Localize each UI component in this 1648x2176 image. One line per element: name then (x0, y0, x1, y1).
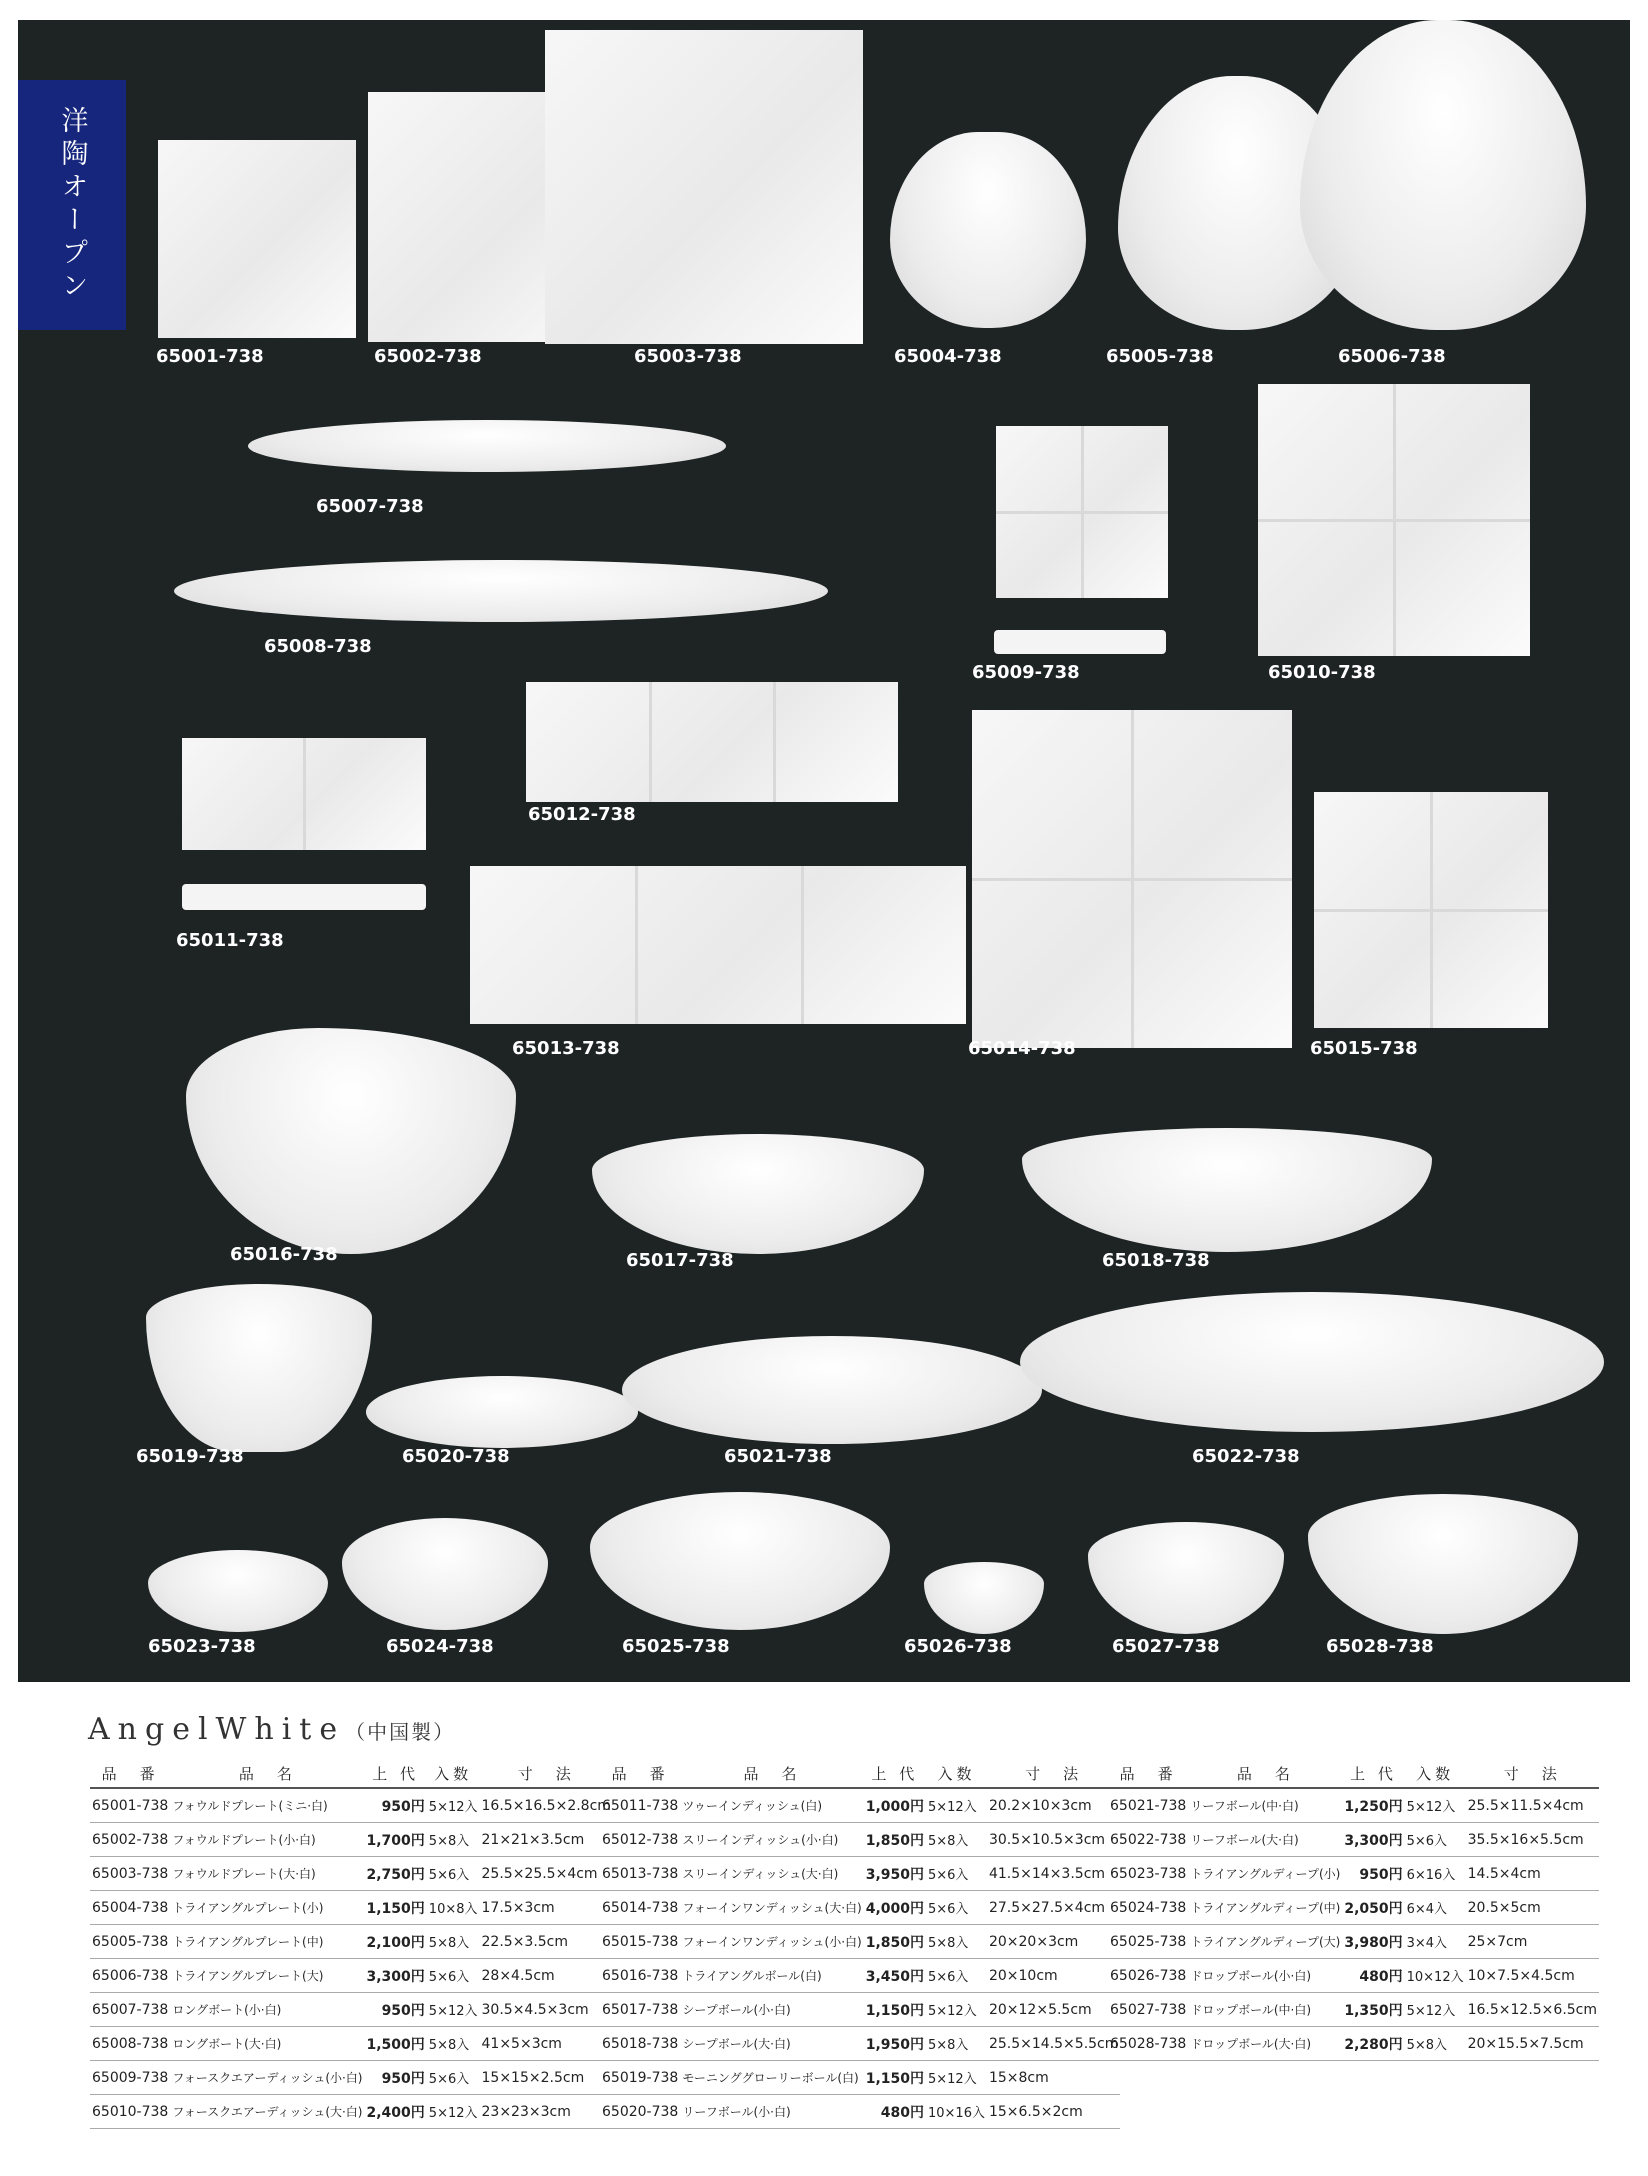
table-row (600, 1788, 1120, 1823)
code-label: 65004-738 (894, 346, 1002, 367)
cell-size: 16.5×12.5×6.5cm (1466, 1993, 1599, 2027)
code-label: 65018-738 (1102, 1250, 1210, 1271)
code-label: 65021-738 (724, 1446, 832, 1467)
table-row (1108, 1788, 1599, 1823)
product-65018 (1022, 1128, 1432, 1252)
cell-qty: 5×12入 (926, 1993, 987, 2027)
cell-price: 3,950円 (864, 1857, 926, 1891)
cell-size: 20×15.5×7.5cm (1466, 2027, 1599, 2061)
cell-qty: 5×12入 (427, 1788, 480, 1823)
table-row (90, 1857, 613, 1891)
cell-price: 950円 (1342, 1857, 1404, 1891)
cell-code: 65028-738 (1108, 2027, 1188, 2061)
code-label: 65013-738 (512, 1038, 620, 1059)
cell-code: 65024-738 (1108, 1891, 1188, 1925)
cell-size: 30.5×10.5×3cm (987, 1823, 1120, 1857)
cell-price: 1,500円 (365, 2027, 427, 2061)
cell-name: フォースクエアーディッシュ(小·白) (170, 2061, 364, 2095)
code-label: 65011-738 (176, 930, 284, 951)
cell-qty: 6×16入 (1405, 1857, 1466, 1891)
spec-table-2 (600, 1760, 1120, 2129)
cell-size: 41×5×3cm (480, 2027, 613, 2061)
cell-code: 65008-738 (90, 2027, 170, 2061)
catalog-title (88, 1712, 455, 1747)
table-row (90, 1925, 613, 1959)
cell-code: 65001-738 (90, 1788, 170, 1823)
cell-size: 20×20×3cm (987, 1925, 1120, 1959)
code-label: 65028-738 (1326, 1636, 1434, 1657)
code-label: 65005-738 (1106, 346, 1214, 367)
cell-size: 28×4.5cm (480, 1959, 613, 1993)
spec-table-3 (1108, 1760, 1599, 2061)
cell-qty: 5×12入 (427, 1993, 480, 2027)
cell-size: 17.5×3cm (480, 1891, 613, 1925)
cell-name: リーフボール(小·白) (680, 2095, 863, 2129)
cell-qty: 5×12入 (926, 2061, 987, 2095)
product-65012 (526, 682, 898, 802)
code-label: 65003-738 (634, 346, 742, 367)
cell-qty: 5×6入 (926, 1891, 987, 1925)
table-row (90, 1891, 613, 1925)
cell-price: 2,280円 (1342, 2027, 1404, 2061)
cell-code: 65010-738 (90, 2095, 170, 2129)
cell-code: 65004-738 (90, 1891, 170, 1925)
cell-name: モーニンググローリーボール(白) (680, 2061, 863, 2095)
cell-code: 65022-738 (1108, 1823, 1188, 1857)
header-qty: 入数 (427, 1760, 480, 1788)
product-65017 (592, 1134, 924, 1254)
header-name: 品 名 (680, 1760, 863, 1788)
header-size: 寸 法 (987, 1760, 1120, 1788)
cell-name: シープボール(大·白) (680, 2027, 863, 2061)
table-row (1108, 1993, 1599, 2027)
cell-size: 23×23×3cm (480, 2095, 613, 2129)
cell-qty: 10×8入 (427, 1891, 480, 1925)
cell-size: 41.5×14×3.5cm (987, 1857, 1120, 1891)
product-65027 (1088, 1522, 1284, 1634)
cell-size: 15×15×2.5cm (480, 2061, 613, 2095)
cell-name: スリーインディッシュ(小·白) (680, 1823, 863, 1857)
cell-size: 15×8cm (987, 2061, 1120, 2095)
cell-price: 480円 (864, 2095, 926, 2129)
cell-qty: 5×8入 (926, 1823, 987, 1857)
table-row (600, 2095, 1120, 2129)
table-row (600, 1925, 1120, 1959)
code-label: 65008-738 (264, 636, 372, 657)
cell-name: トライアングルプレート(大) (170, 1959, 364, 1993)
header-code: 品 番 (1108, 1760, 1188, 1788)
code-label: 65022-738 (1192, 1446, 1300, 1467)
header-code: 品 番 (600, 1760, 680, 1788)
table-row (1108, 1925, 1599, 1959)
cell-qty: 5×8入 (427, 2027, 480, 2061)
cell-qty: 5×6入 (427, 1959, 480, 1993)
table-row (1108, 1823, 1599, 1857)
cell-code: 65020-738 (600, 2095, 680, 2129)
table-header-row (600, 1760, 1120, 1788)
cell-price: 2,750円 (365, 1857, 427, 1891)
cell-qty: 5×8入 (427, 1823, 480, 1857)
header-size: 寸 法 (1466, 1760, 1599, 1788)
product-65019 (146, 1284, 372, 1452)
cell-qty: 5×6入 (926, 1857, 987, 1891)
table-row (90, 2027, 613, 2061)
product-65008 (174, 560, 828, 622)
cell-name: トライアングルディープ(中) (1188, 1891, 1342, 1925)
table-header-row (90, 1760, 613, 1788)
cell-code: 65014-738 (600, 1891, 680, 1925)
product-65022 (1020, 1292, 1604, 1432)
table-row (90, 1788, 613, 1823)
cell-code: 65026-738 (1108, 1959, 1188, 1993)
cell-code: 65017-738 (600, 1993, 680, 2027)
cell-price: 1,150円 (864, 1993, 926, 2027)
cell-code: 65009-738 (90, 2061, 170, 2095)
table-row (90, 1959, 613, 1993)
code-label: 65023-738 (148, 1636, 256, 1657)
header-price: 上 代 (864, 1760, 926, 1788)
code-label: 65024-738 (386, 1636, 494, 1657)
cell-qty: 5×8入 (926, 1925, 987, 1959)
cell-qty: 5×12入 (1405, 1993, 1466, 2027)
cell-code: 65015-738 (600, 1925, 680, 1959)
cell-price: 1,150円 (365, 1891, 427, 1925)
cell-code: 65003-738 (90, 1857, 170, 1891)
code-label: 65002-738 (374, 346, 482, 367)
code-label: 65009-738 (972, 662, 1080, 683)
cell-price: 1,950円 (864, 2027, 926, 2061)
cell-size: 25.5×14.5×5.5cm (987, 2027, 1120, 2061)
header-code: 品 番 (90, 1760, 170, 1788)
product-65001 (158, 140, 356, 338)
table-row (90, 2095, 613, 2129)
header-price: 上 代 (1342, 1760, 1404, 1788)
origin-label: （中国製） (345, 1720, 456, 1744)
cell-code: 65016-738 (600, 1959, 680, 1993)
product-photo (18, 20, 1630, 1682)
product-65006 (1300, 20, 1586, 330)
series-name: AngelWhite (88, 1712, 346, 1747)
cell-name: トライアングルディープ(小) (1188, 1857, 1342, 1891)
code-label: 65006-738 (1338, 346, 1446, 367)
cell-price: 950円 (365, 2061, 427, 2095)
cell-size: 20×12×5.5cm (987, 1993, 1120, 2027)
code-label: 65016-738 (230, 1244, 338, 1265)
table-row (600, 1857, 1120, 1891)
cell-price: 1,850円 (864, 1925, 926, 1959)
code-label: 65019-738 (136, 1446, 244, 1467)
cell-name: リーフボール(大·白) (1188, 1823, 1342, 1857)
cell-size: 20.2×10×3cm (987, 1788, 1120, 1823)
cell-price: 950円 (365, 1993, 427, 2027)
cell-price: 1,250円 (1342, 1788, 1404, 1823)
cell-price: 1,000円 (864, 1788, 926, 1823)
cell-qty: 5×12入 (1405, 1788, 1466, 1823)
table-row (1108, 1891, 1599, 1925)
cell-name: トライアングルプレート(中) (170, 1925, 364, 1959)
cell-price: 1,150円 (864, 2061, 926, 2095)
product-65003 (545, 30, 863, 344)
cell-name: リーフボール(中·白) (1188, 1788, 1342, 1823)
category-label: 洋陶オープン (56, 106, 88, 304)
cell-name: トライアングルボール(白) (680, 1959, 863, 1993)
table-row (600, 1891, 1120, 1925)
code-label: 65027-738 (1112, 1636, 1220, 1657)
cell-size: 14.5×4cm (1466, 1857, 1599, 1891)
cell-name: フォーインワンディッシュ(小·白) (680, 1925, 863, 1959)
cell-price: 2,100円 (365, 1925, 427, 1959)
product-65011-side (182, 884, 426, 910)
cell-code: 65013-738 (600, 1857, 680, 1891)
cell-name: ロングボート(小·白) (170, 1993, 364, 2027)
header-qty: 入数 (1405, 1760, 1466, 1788)
cell-name: フォウルドプレート(ミニ·白) (170, 1788, 364, 1823)
cell-name: フォースクエアーディッシュ(大·白) (170, 2095, 364, 2129)
cell-qty: 10×12入 (1405, 1959, 1466, 1993)
product-65013 (470, 866, 966, 1024)
cell-code: 65011-738 (600, 1788, 680, 1823)
cell-price: 1,350円 (1342, 1993, 1404, 2027)
cell-name: フォーインワンディッシュ(大·白) (680, 1891, 863, 1925)
cell-name: ロングボート(大·白) (170, 2027, 364, 2061)
cell-price: 480円 (1342, 1959, 1404, 1993)
code-label: 65017-738 (626, 1250, 734, 1271)
product-65007 (248, 420, 726, 472)
cell-price: 3,980円 (1342, 1925, 1404, 1959)
cell-qty: 6×4入 (1405, 1891, 1466, 1925)
table-row (600, 1823, 1120, 1857)
table-header-row (1108, 1760, 1599, 1788)
cell-code: 65006-738 (90, 1959, 170, 1993)
cell-price: 3,300円 (365, 1959, 427, 1993)
cell-size: 20×10cm (987, 1959, 1120, 1993)
cell-name: フォウルドプレート(小·白) (170, 1823, 364, 1857)
product-65023 (148, 1550, 328, 1632)
cell-code: 65025-738 (1108, 1925, 1188, 1959)
cell-size: 27.5×27.5×4cm (987, 1891, 1120, 1925)
product-65016 (186, 1028, 516, 1254)
cell-name: ドロップボール(大·白) (1188, 2027, 1342, 2061)
header-name: 品 名 (170, 1760, 364, 1788)
cell-code: 65012-738 (600, 1823, 680, 1857)
cell-name: スリーインディッシュ(大·白) (680, 1857, 863, 1891)
cell-code: 65021-738 (1108, 1788, 1188, 1823)
cell-size: 20.5×5cm (1466, 1891, 1599, 1925)
cell-code: 65002-738 (90, 1823, 170, 1857)
table-row (90, 1993, 613, 2027)
cell-name: シープボール(小·白) (680, 1993, 863, 2027)
code-label: 65010-738 (1268, 662, 1376, 683)
cell-code: 65023-738 (1108, 1857, 1188, 1891)
header-name: 品 名 (1188, 1760, 1342, 1788)
code-label: 65025-738 (622, 1636, 730, 1657)
header-size: 寸 法 (480, 1760, 613, 1788)
code-label: 65007-738 (316, 496, 424, 517)
product-65020 (366, 1376, 638, 1448)
cell-name: トライアングルディープ(大) (1188, 1925, 1342, 1959)
cell-qty: 3×4入 (1405, 1925, 1466, 1959)
category-side-tab (18, 80, 126, 330)
cell-size: 30.5×4.5×3cm (480, 1993, 613, 2027)
table-row (90, 2061, 613, 2095)
cell-qty: 5×8入 (926, 2027, 987, 2061)
cell-price: 2,400円 (365, 2095, 427, 2129)
cell-size: 25.5×25.5×4cm (480, 1857, 613, 1891)
table-row (600, 1959, 1120, 1993)
table-row (600, 1993, 1120, 2027)
product-65004 (890, 132, 1086, 328)
header-price: 上 代 (365, 1760, 427, 1788)
cell-price: 950円 (365, 1788, 427, 1823)
table-row (1108, 1857, 1599, 1891)
code-label: 65014-738 (968, 1038, 1076, 1059)
cell-size: 25.5×11.5×4cm (1466, 1788, 1599, 1823)
cell-code: 65019-738 (600, 2061, 680, 2095)
cell-code: 65027-738 (1108, 1993, 1188, 2027)
product-65025 (590, 1492, 890, 1630)
product-65021 (622, 1336, 1042, 1444)
cell-size: 21×21×3.5cm (480, 1823, 613, 1857)
cell-qty: 10×16入 (926, 2095, 987, 2129)
cell-size: 15×6.5×2cm (987, 2095, 1120, 2129)
header-qty: 入数 (926, 1760, 987, 1788)
code-label: 65012-738 (528, 804, 636, 825)
cell-size: 22.5×3.5cm (480, 1925, 613, 1959)
cell-qty: 5×12入 (926, 1788, 987, 1823)
cell-code: 65007-738 (90, 1993, 170, 2027)
spec-table-1 (90, 1760, 613, 2129)
cell-qty: 5×8入 (1405, 2027, 1466, 2061)
cell-qty: 5×6入 (427, 2061, 480, 2095)
cell-price: 3,300円 (1342, 1823, 1404, 1857)
cell-name: ドロップボール(小·白) (1188, 1959, 1342, 1993)
cell-qty: 5×12入 (427, 2095, 480, 2129)
cell-price: 1,700円 (365, 1823, 427, 1857)
cell-size: 35.5×16×5.5cm (1466, 1823, 1599, 1857)
code-label: 65001-738 (156, 346, 264, 367)
cell-name: トライアングルプレート(小) (170, 1891, 364, 1925)
cell-name: ツゥーインディッシュ(白) (680, 1788, 863, 1823)
cell-qty: 5×6入 (1405, 1823, 1466, 1857)
table-row (1108, 2027, 1599, 2061)
cell-code: 65005-738 (90, 1925, 170, 1959)
cell-qty: 5×6入 (427, 1857, 480, 1891)
cell-qty: 5×6入 (926, 1959, 987, 1993)
table-row (600, 2061, 1120, 2095)
product-65026 (924, 1562, 1044, 1634)
table-row (600, 2027, 1120, 2061)
cell-code: 65018-738 (600, 2027, 680, 2061)
table-row (1108, 1959, 1599, 1993)
cell-size: 25×7cm (1466, 1925, 1599, 1959)
product-65009-side (994, 630, 1166, 654)
cell-price: 1,850円 (864, 1823, 926, 1857)
cell-price: 3,450円 (864, 1959, 926, 1993)
cell-price: 4,000円 (864, 1891, 926, 1925)
code-label: 65020-738 (402, 1446, 510, 1467)
cell-size: 10×7.5×4.5cm (1466, 1959, 1599, 1993)
cell-size: 16.5×16.5×2.8cm (480, 1788, 613, 1823)
product-65024 (342, 1518, 548, 1630)
cell-qty: 5×8入 (427, 1925, 480, 1959)
cell-name: ドロップボール(中·白) (1188, 1993, 1342, 2027)
cell-price: 2,050円 (1342, 1891, 1404, 1925)
code-label: 65026-738 (904, 1636, 1012, 1657)
table-row (90, 1823, 613, 1857)
product-65028 (1308, 1494, 1578, 1634)
code-label: 65015-738 (1310, 1038, 1418, 1059)
cell-name: フォウルドプレート(大·白) (170, 1857, 364, 1891)
